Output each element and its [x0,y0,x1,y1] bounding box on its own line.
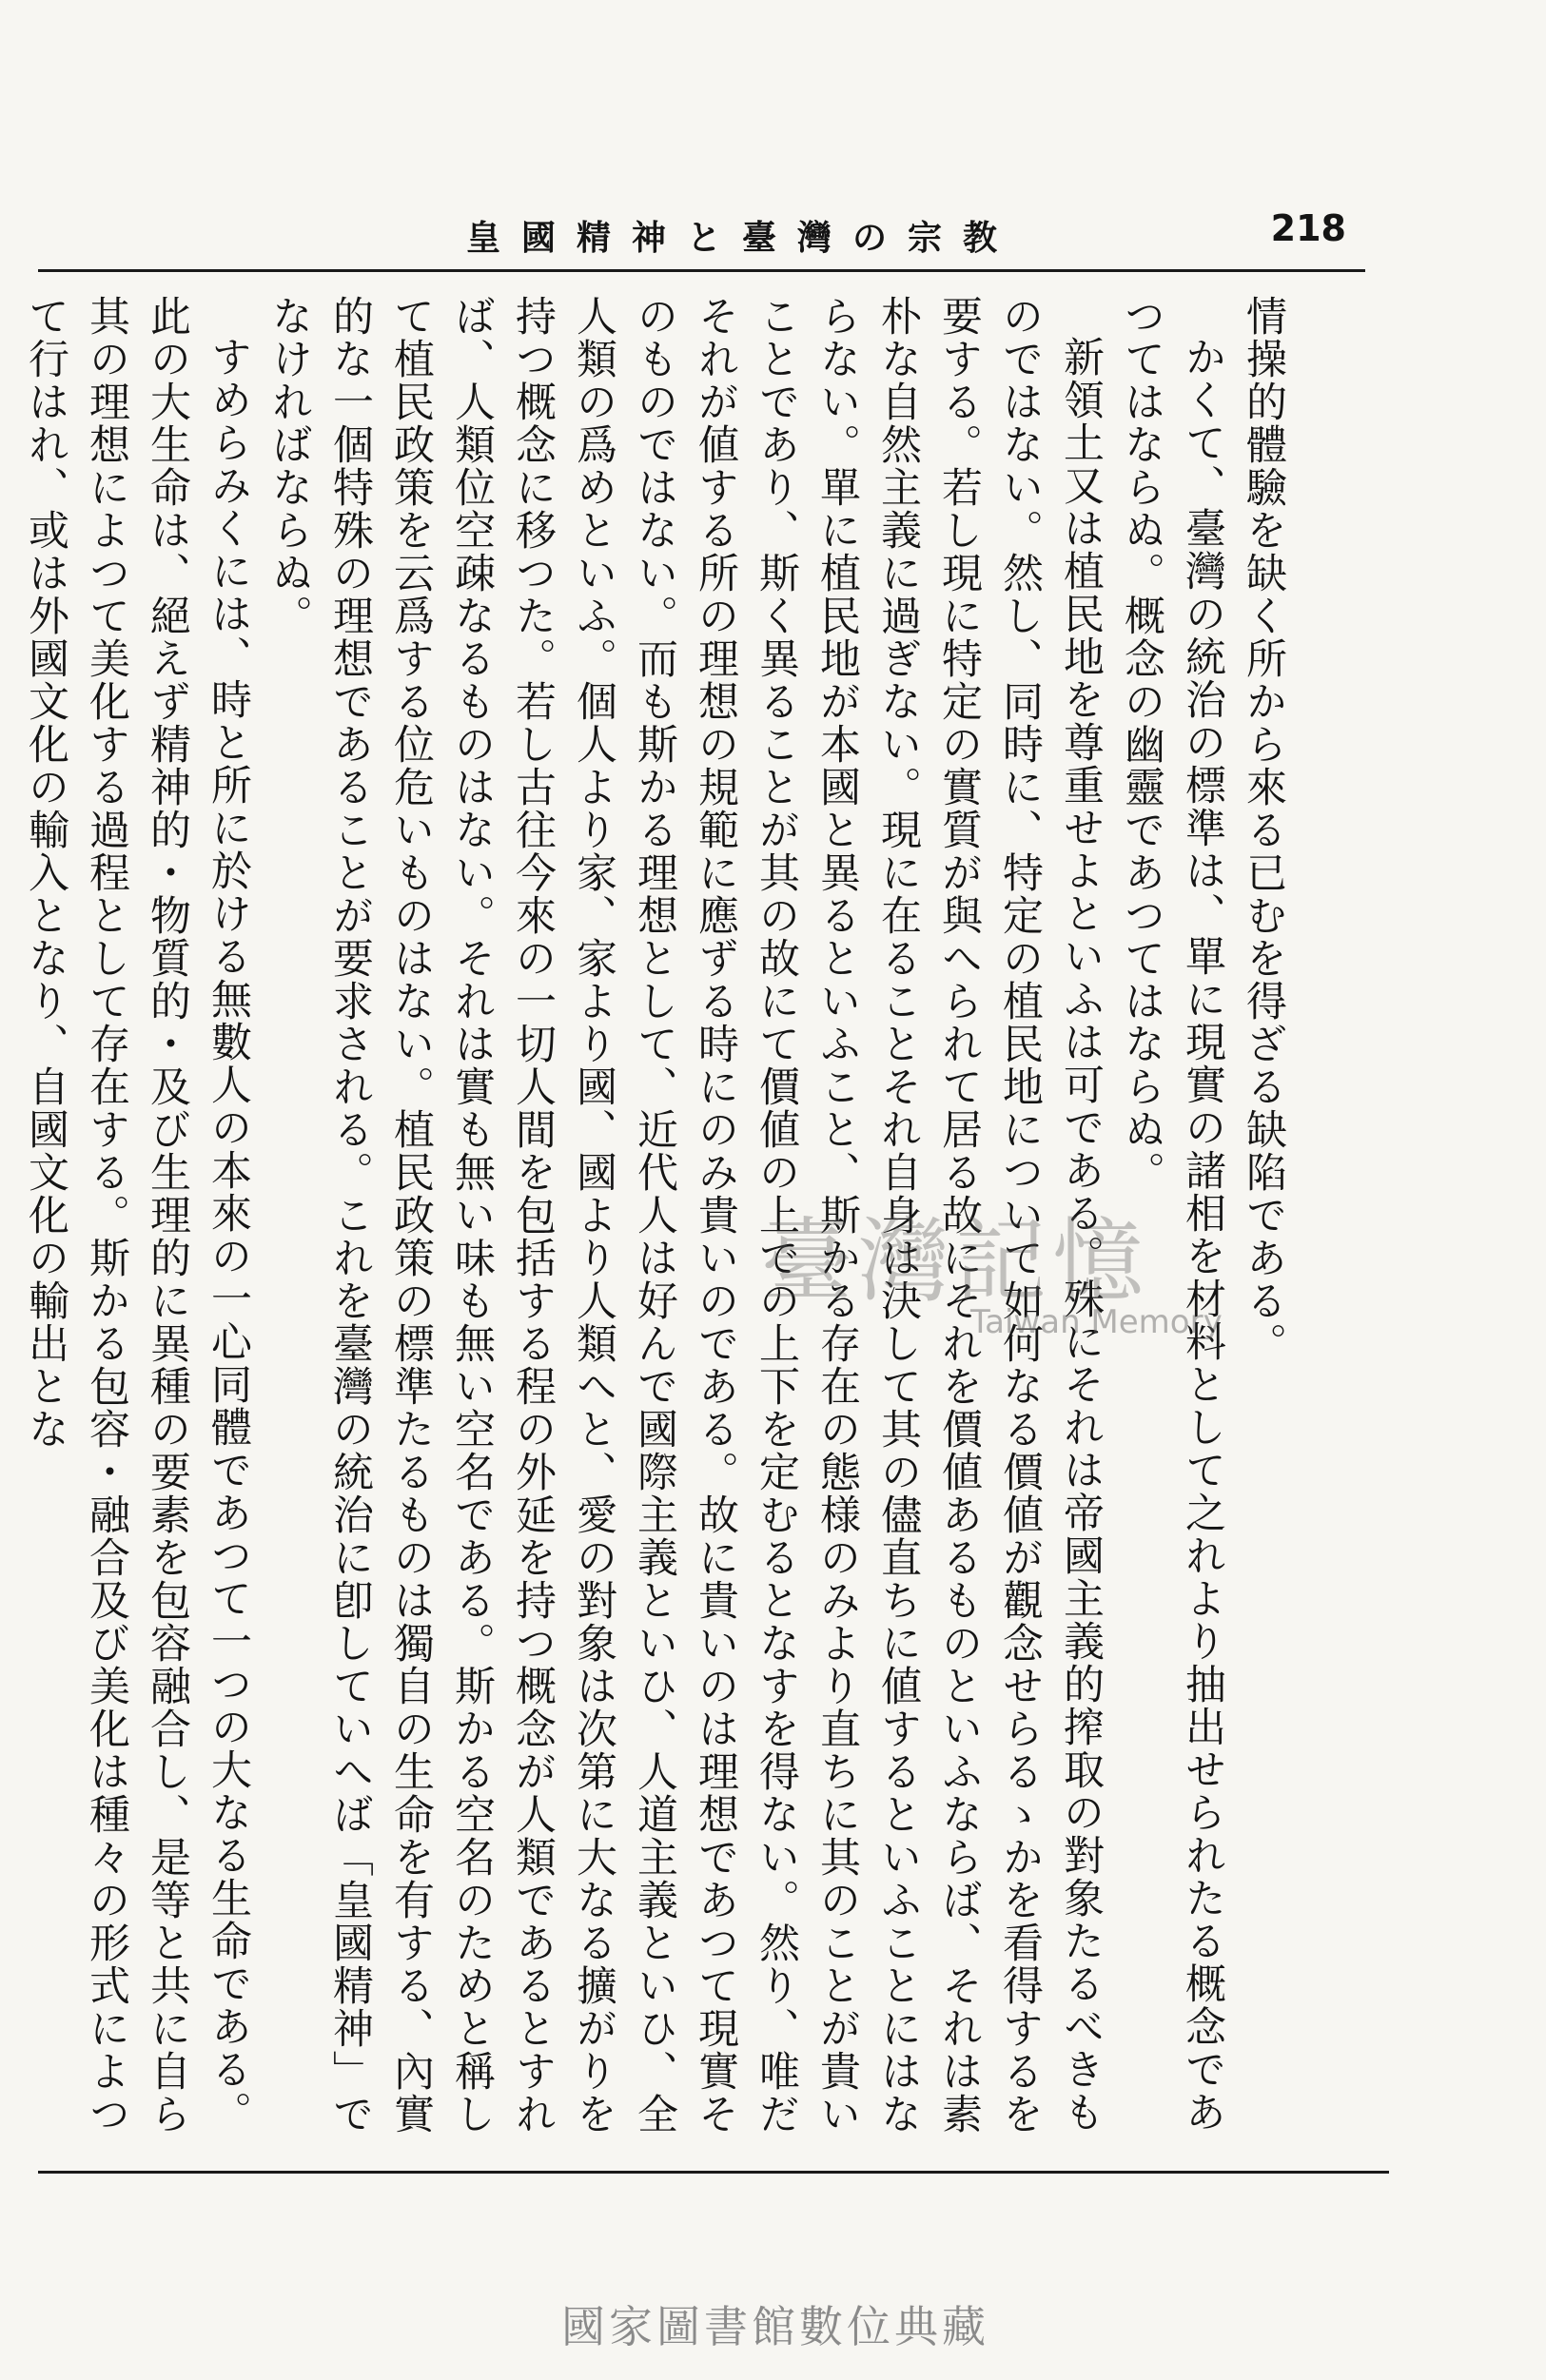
watermark-sub: Taiwan Memory [970,1303,1223,1341]
running-title: 皇國精神と臺灣の宗教 [466,218,1019,258]
header-rule [38,269,1365,272]
watermark-main: 臺灣記憶 [761,1208,1149,1315]
paragraph-4: すめらみくには、時と所に於ける無數人の本來の一心同體であつて一つの大なる生命である。此の大生命は、絕えず精神的・物質的・及び生理的に異種の要素を包容融合し、是等と共に自ら其の理想によつて美化する過程として存在する。斯かる包容・融合及び美化は種々の形式によつて行はれ、或は外國文化の輸入となり、自國文化の輸出とな [22,295,252,2136]
page-header [38,190,1365,276]
body-text [22,295,1294,2150]
paragraph-3: 新領土又は植民地を尊重せよといふは可である。殊にそれは帝國主義的搾取の對象たるべきものではない。然し、同時に、特定の植民地について如何なる價値が觀念せらるゝかを看得するを要する。若し現に特定の實質が與へられて居る故にそれを價値あるものといふならば、それは素朴な自然主義に過ぎない。現に在ることそれ自身は決して其の儘直ちに値するといふことにはならない。單に植民地が本國と異るといふこと、斯かる存在の態様のみより直ちに其のことが貴いことであり、斯く異ることが其の故にて價値の上での上下を定むるとなすを得ない。然り、唯だそれが値する所の理想の規範に應ずる時にのみ貴いのである。故に貴いのは理想であつて現實そのものではない。而も斯かる理想として、近代人は好んで國際主義といひ、人道主義といひ、全人類の爲めといふ。個人より家、家より國、國より人類へと、愛の對象は次第に大なる擴がりを持つ概念に移つた。若し古往今來の一切人間を包括する程の外延を持つ概念が人類であるとすれば、人類位空疎なるものはない。それは實も無い味も無い空名である。斯かる空名のためと稱して植民政策を云爲する位危いものはない。植民政策の標準たるものは獨自の生命を有する、內實的な一個特殊の理想であることが要求される。これを臺灣の統治に卽していへば「皇國精神」でなければならぬ。 [265,295,1105,2136]
paragraph-1: 情操的體驗を缺く所から來る已むを得ざる缺陷である。 [1240,295,1287,1365]
paragraph-2: かくて、臺灣の統治の標準は、單に現實の諸相を材料として之れより抽出せられたる概念であつてはならぬ。概念の幽靈であつてはならぬ。 [1118,295,1226,2134]
page-number: 218 [1270,207,1346,249]
archive-stamp: 國家圖書館數位典藏 [561,2301,989,2352]
footer-rule [38,2171,1389,2174]
